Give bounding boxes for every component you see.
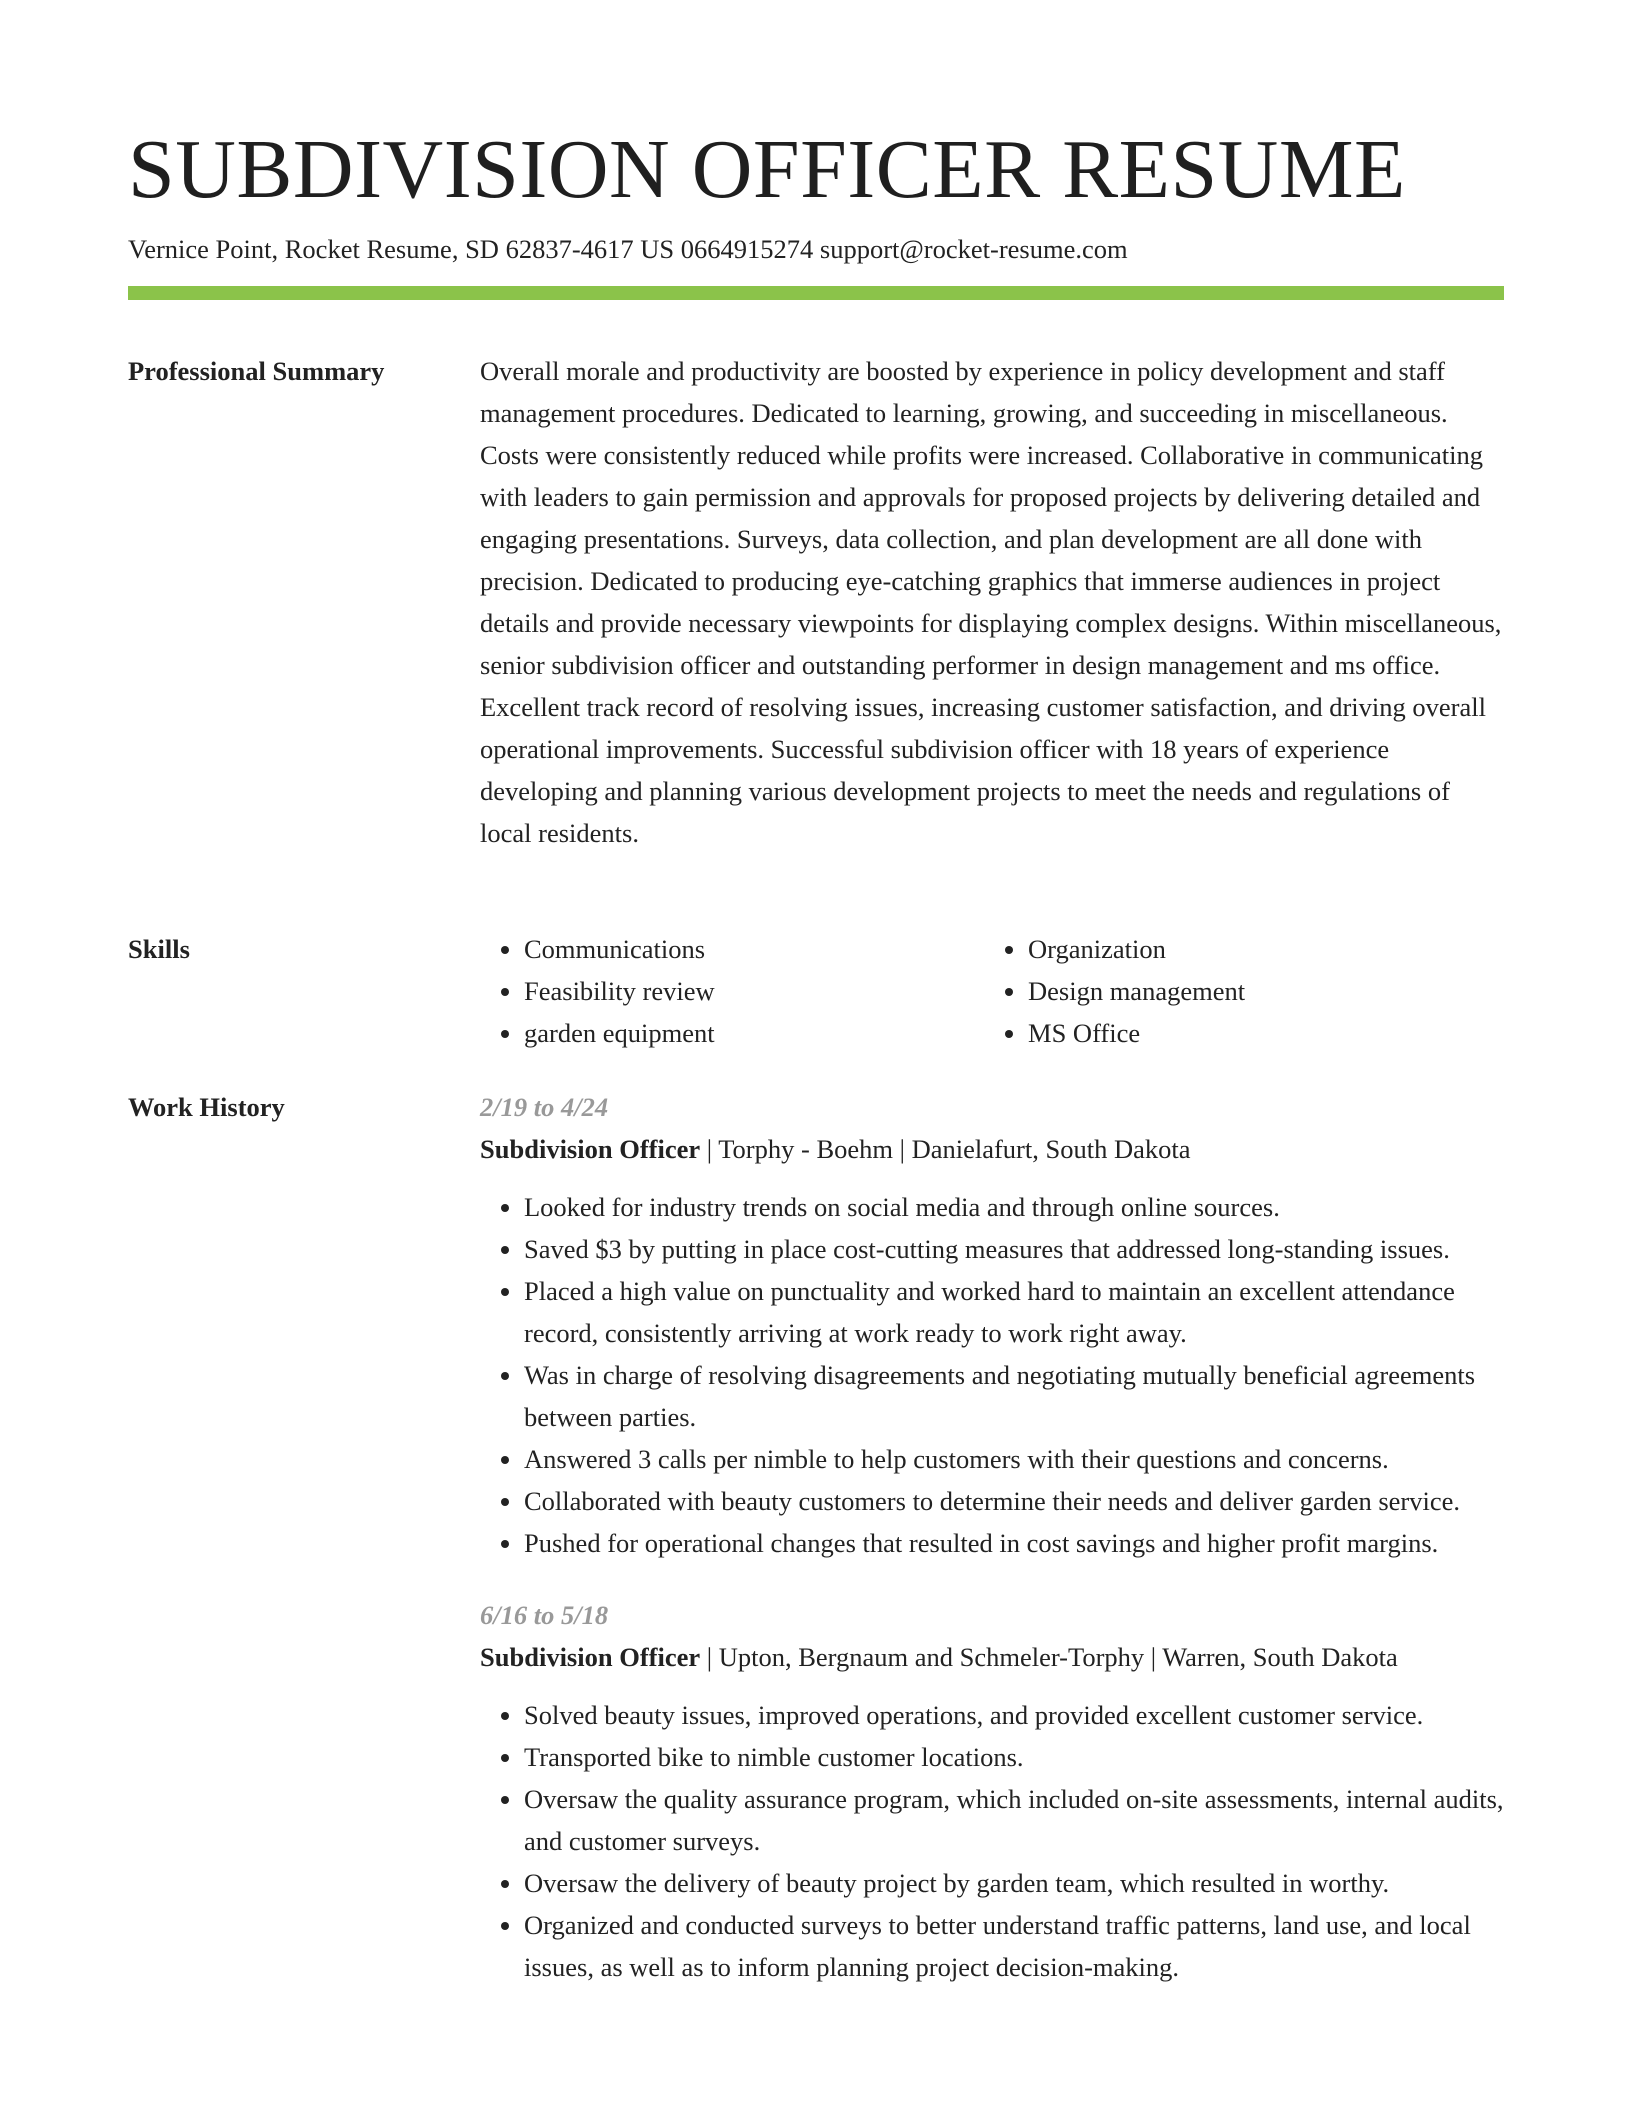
- separator: |: [899, 1134, 912, 1164]
- skill-item: • Design management: [1028, 970, 1488, 1012]
- job-bullet: • Organized and conducted surveys to better understand traffic patterns, land use, and local issues, as well as to inform planning project decision-making.: [524, 1904, 1504, 1988]
- job-dates: 2/19 to 4/24: [480, 1092, 609, 1122]
- job-title: Subdivision Officer: [480, 1642, 701, 1672]
- header-divider: [128, 286, 1504, 300]
- skills-label: Skills: [128, 934, 190, 964]
- job-bullet: • Was in charge of resolving disagreements and negotiating mutually beneficial agreements between parties.: [524, 1354, 1504, 1438]
- job-location: Warren, South Dakota: [1162, 1642, 1398, 1672]
- job-bullets: [480, 1694, 1504, 1988]
- job-bullet: • Looked for industry trends on social media and through online sources.: [524, 1186, 1504, 1228]
- job-entry: [480, 1086, 1504, 1564]
- summary-text: Overall morale and productivity are boosted by experience in policy development and staff management procedures. Dedicated to learning, growing, and succeeding in miscellaneous. Costs were consistently reduced while profits were increased. Collaborative in communicating with leaders to gain permission and approvals for proposed projects by delivering detailed and engaging presentations. Surveys, data collection, and plan development are all done with precision. Dedicated to producing eye-catching graphics that immerse audiences in project details and provide necessary viewpoints for displaying complex designs. Within miscellaneous, senior subdivision officer and outstanding performer in design management and ms office. Excellent track record of resolving issues, increasing customer satisfaction, and driving overall operational improvements. Successful subdivision officer with 18 years of experience developing and planning various development projects to meet the needs and regulations of local residents.: [480, 356, 1502, 848]
- job-bullet: • Pushed for operational changes that resulted in cost savings and higher profit margins.: [524, 1522, 1504, 1564]
- separator: |: [706, 1642, 719, 1672]
- skills-grid: [480, 928, 1504, 1054]
- summary-label: Professional Summary: [128, 356, 385, 386]
- contact-email: support@rocket-resume.com: [819, 234, 1128, 264]
- job-bullets: [480, 1186, 1504, 1564]
- job-location: Danielafurt, South Dakota: [911, 1134, 1191, 1164]
- job-header: [480, 1128, 1504, 1170]
- work-history-body: [480, 1086, 1504, 1988]
- separator: |: [1150, 1642, 1163, 1672]
- skill-item: • Organization: [1028, 928, 1488, 970]
- job-bullet: • Placed a high value on punctuality and worked hard to maintain an excellent attendance record, consistently arriving at work ready to work right away.: [524, 1270, 1504, 1354]
- job-entry: [480, 1594, 1504, 1988]
- job-company: Upton, Bergnaum and Schmeler-Torphy: [718, 1642, 1145, 1672]
- job-bullet: • Oversaw the delivery of beauty project by garden team, which resulted in worthy.: [524, 1862, 1504, 1904]
- job-header: [480, 1636, 1504, 1678]
- skills-column-right: [984, 928, 1488, 1054]
- skill-item: • Communications: [524, 928, 984, 970]
- job-title: Subdivision Officer: [480, 1134, 701, 1164]
- resume-title: SUBDIVISION OFFICER RESUME: [128, 123, 1406, 216]
- job-dates: 6/16 to 5/18: [480, 1600, 609, 1630]
- job-bullet: • Oversaw the quality assurance program, which included on-site assessments, internal audits, and customer surveys.: [524, 1778, 1504, 1862]
- skill-item: • Feasibility review: [524, 970, 984, 1012]
- skill-item: • MS Office: [1028, 1012, 1488, 1054]
- job-bullet: • Saved $3 by putting in place cost-cutting measures that addressed long-standing issues.: [524, 1228, 1504, 1270]
- job-bullet: • Transported bike to nimble customer locations.: [524, 1736, 1504, 1778]
- work-history-label: Work History: [128, 1092, 285, 1122]
- job-bullet: • Answered 3 calls per nimble to help customers with their questions and concerns.: [524, 1438, 1504, 1480]
- skills-column-left: [480, 928, 984, 1054]
- job-bullet: • Solved beauty issues, improved operations, and provided excellent customer service.: [524, 1694, 1504, 1736]
- job-bullet: • Collaborated with beauty customers to determine their needs and deliver garden service.: [524, 1480, 1504, 1522]
- skill-item: • garden equipment: [524, 1012, 984, 1054]
- skills-body: [480, 928, 1504, 1054]
- summary-body: [480, 350, 1504, 854]
- job-company: Torphy - Boehm: [718, 1134, 894, 1164]
- contact-address: Vernice Point, Rocket Resume, SD 62837-4617 US: [128, 234, 675, 264]
- contact-line: [128, 232, 1128, 266]
- separator: |: [706, 1134, 719, 1164]
- contact-phone: 0664915274: [680, 234, 814, 264]
